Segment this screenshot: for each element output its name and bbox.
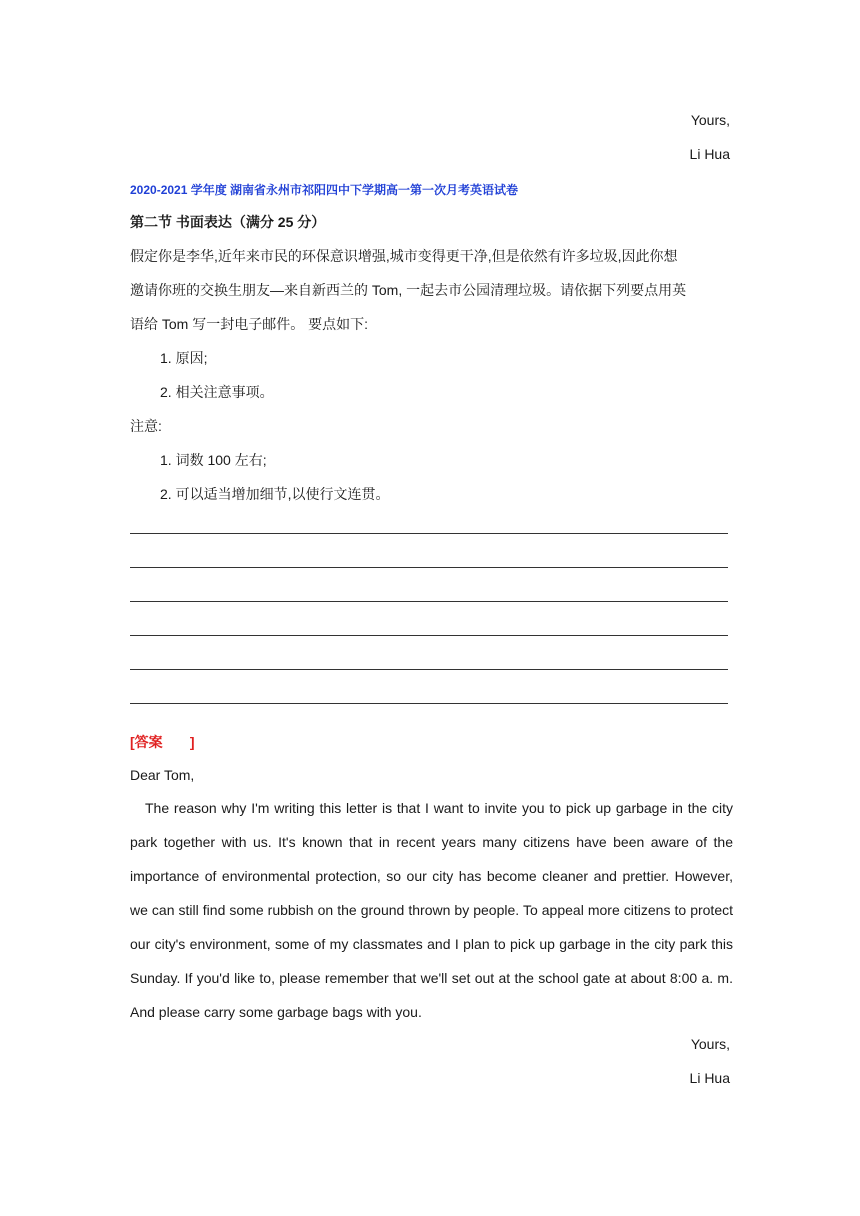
point-item: 2. 相关注意事项。 (160, 384, 274, 400)
answer-line (130, 635, 728, 636)
note-label: 注意: (130, 418, 162, 434)
answer-line (130, 533, 728, 534)
answer-line (130, 669, 728, 670)
note-item: 2. 可以适当增加细节,以使行文连贯。 (160, 486, 390, 502)
prompt-line: 假定你是李华,近年来市民的环保意识增强,城市变得更干净,但是依然有许多垃圾,因此你想 (130, 248, 678, 264)
answer-line (130, 567, 728, 568)
answer-label: [答案 ] (130, 734, 195, 750)
letter-salutation: Dear Tom, (130, 767, 195, 783)
letter-signature: Li Hua (689, 1070, 730, 1086)
letter-body: The reason why I'm writing this letter is that I want to invite you to pick up garbage in the city park together with us. It's known that in recent years many citizens have been aware of the importance of environmental protection, so our city has become cleaner and prettier. However, we can still find some rubbish on the ground thrown by people. To appeal more citizens to protect our city's environment, some of my classmates and I plan to pick up garbage in the city park this Sunday. If you'd like to, please remember that we'll set out at the school gate at about 8:00 a. m. And please carry some garbage bags with you. (130, 800, 733, 1020)
point-item: 1. 原因; (160, 350, 208, 366)
top-signature: Li Hua (689, 146, 730, 162)
note-item: 1. 词数 100 左右; (160, 452, 267, 468)
prompt-line: 语给 Tom 写一封电子邮件。 要点如下: (130, 316, 369, 332)
answer-line (130, 703, 728, 704)
top-closing: Yours, (690, 112, 730, 128)
section-heading: 第二节 书面表达（满分 25 分） (130, 214, 326, 230)
prompt-line: 邀请你班的交换生朋友—来自新西兰的 Tom, 一起去市公园清理垃圾。请依据下列要点用英 (130, 282, 687, 298)
letter-closing: Yours, (690, 1036, 730, 1052)
source-title: 2020-2021 学年度 湖南省永州市祁阳四中下学期高一第一次月考英语试卷 (130, 183, 519, 197)
answer-line (130, 601, 728, 602)
